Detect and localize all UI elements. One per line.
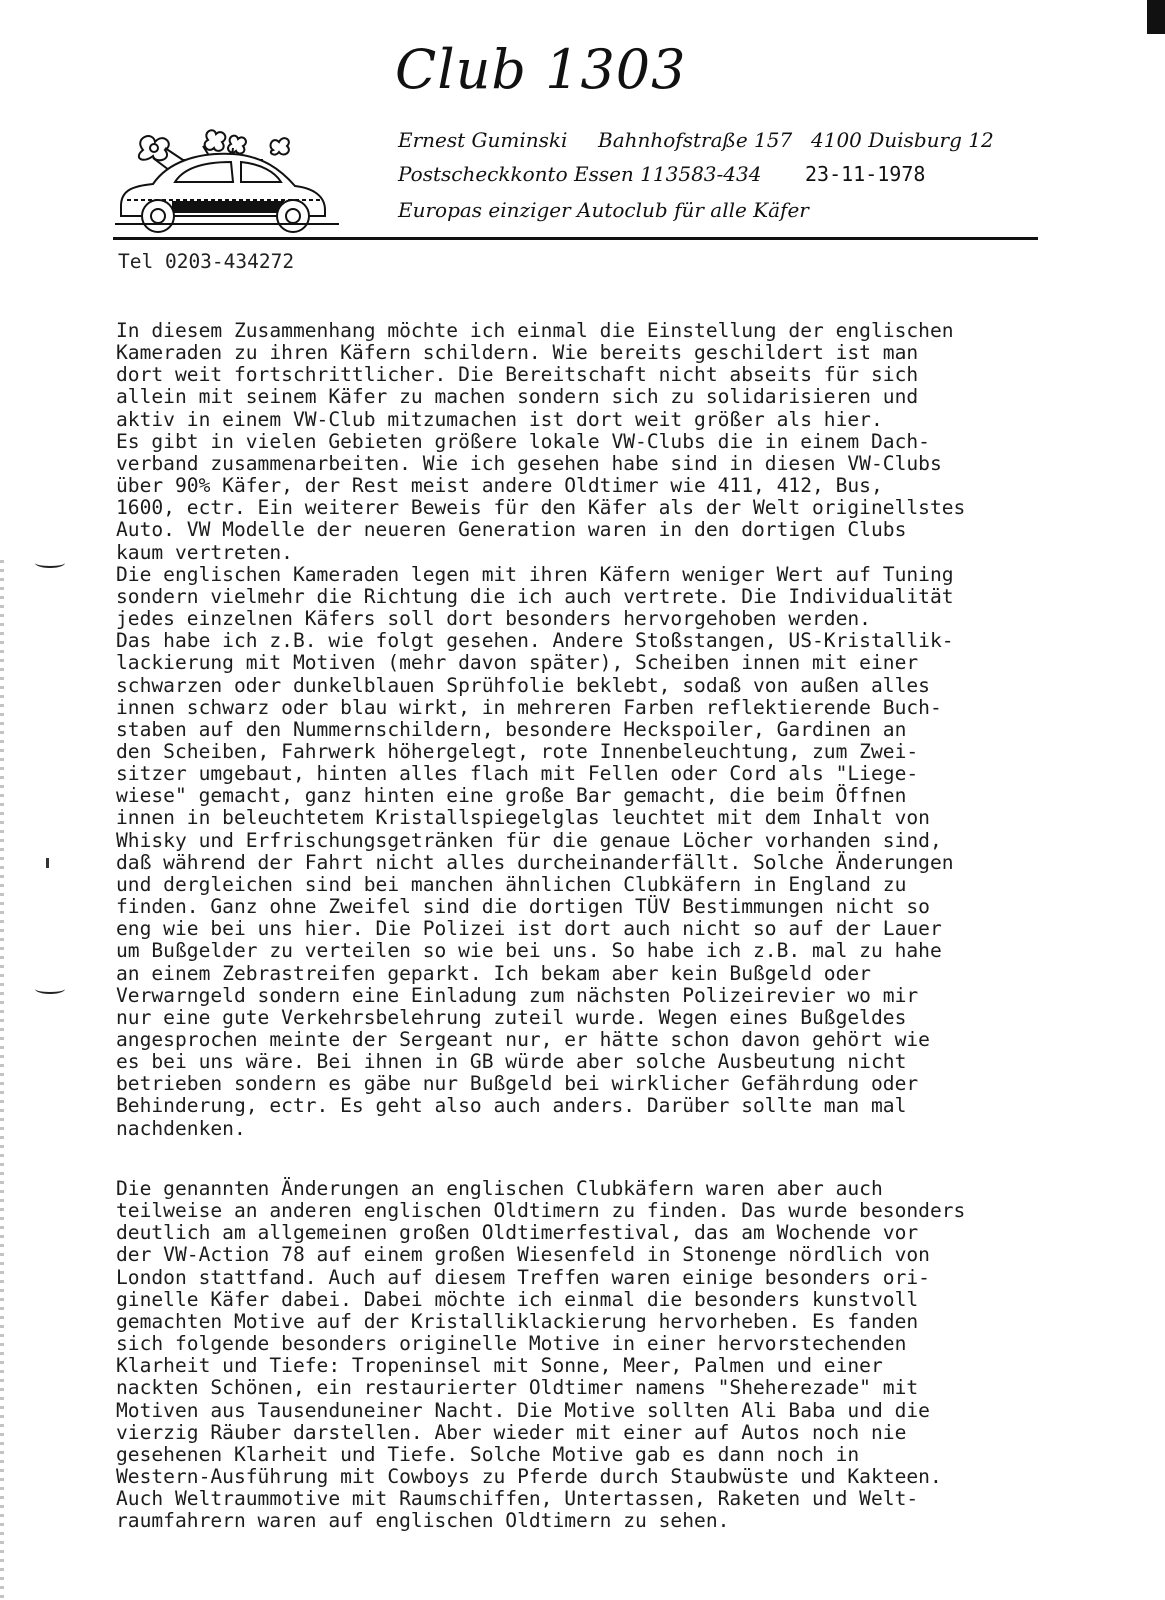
body-paragraph-2	[116, 1178, 965, 1533]
club-name-logo: Club 1303	[395, 38, 687, 101]
text-line: In diesem Zusammenhang möchte ich einmal die Einstellung der englischen	[116, 319, 954, 342]
text-line: um Bußgelder zu verteilen so wie bei uns. So habe ich z.B. mal zu hahe	[116, 939, 942, 963]
text-line: teilweise an anderen englischen Oldtimern zu finden. Das wurde besonders	[116, 1199, 966, 1223]
city-address: 4100 Duisburg 12	[811, 128, 994, 152]
text-line: jedes einzelnen Käfers soll dort besonders hervorgehoben werden.	[116, 607, 871, 631]
text-line: Motiven aus Tausenduneiner Nacht. Die Motive sollten Ali Baba und die	[116, 1398, 930, 1422]
street-address: Bahnhofstraße 157	[598, 128, 793, 152]
text-line: sitzer umgebaut, hinten alles flach mit Fellen oder Cord als "Liege-	[116, 762, 919, 786]
text-line: wiese" gemacht, ganz hinten eine große Bar gemacht, die beim Öffnen	[116, 784, 907, 808]
text-line: allein mit seinem Käfer zu machen sondern sich zu solidarisieren und	[116, 385, 919, 409]
text-line: gesehenen Klarheit und Tiefe. Solche Motive gab es dann noch in	[116, 1442, 860, 1466]
text-line: dort weit fortschrittlicher. Die Bereitschaft nicht abseits für sich	[116, 363, 919, 387]
club-slogan: Europas einziger Autoclub für alle Käfer	[398, 198, 809, 222]
text-line: verband zusammenarbeiten. Wie ich gesehen habe sind in diesen VW-Clubs	[116, 451, 942, 475]
text-line: angesprochen meinte der Sergeant nur, er hätte schon davon gehört wie	[116, 1028, 930, 1051]
letter-date: 23-11-1978	[805, 162, 926, 186]
text-line: Western-Ausführung mit Cowboys zu Pferde durch Staubwüste und Kakteen.	[116, 1465, 942, 1489]
text-line: innen schwarz oder blau wirkt, in mehreren Farben reflektierende Buch-	[116, 695, 942, 719]
text-line: raumfahrern waren auf englischen Oldtimern zu sehen.	[116, 1509, 730, 1533]
body-paragraph-1	[116, 320, 965, 1140]
text-line: vierzig Räuber darstellen. Aber wieder mit einer auf Autos noch nie	[116, 1420, 907, 1444]
scan-margin-mark	[35, 558, 65, 568]
scan-margin-mark	[35, 984, 65, 994]
scan-left-edge	[0, 560, 4, 1600]
text-line: 1600, ectr. Ein weiterer Beweis für den Käfer als der Welt originellstes	[116, 496, 966, 520]
text-line: Whisky und Erfrischungsgetränken für die genaue Löcher vorhanden sind,	[116, 828, 942, 852]
text-line: und dergleichen sind bei manchen ähnlichen Clubkäfern in England zu	[116, 872, 907, 896]
text-line: London stattfand. Auch auf diesem Treffen waren einige besonders ori-	[116, 1265, 930, 1289]
scan-margin-mark	[46, 858, 49, 868]
text-line: Die englischen Kameraden legen mit ihren Käfern weniger Wert auf Tuning	[116, 562, 954, 586]
text-line: finden. Ganz ohne Zweifel sind die dortigen TÜV Bestimmungen nicht so	[116, 895, 930, 919]
telephone-number: Tel 0203-434272	[118, 250, 295, 273]
text-line: es bei uns wäre. Bei ihnen in GB würde aber solche Ausbeutung nicht	[116, 1050, 907, 1074]
text-line: ginelle Käfer dabei. Dabei möchte ich einmal die besonders kunstvoll	[116, 1287, 919, 1311]
text-line: daß während der Fahrt nicht alles durcheinanderfällt. Solche Änderungen	[116, 850, 954, 874]
text-line: Kameraden zu ihren Käfern schildern. Wie bereits geschildert ist man	[116, 341, 919, 365]
address-line	[398, 128, 994, 152]
text-line: Die genannten Änderungen an englischen Clubkäfern waren aber auch	[116, 1177, 883, 1200]
text-line: aktiv in einem VW-Club mitzumachen ist dort weit größer als hier.	[116, 407, 883, 431]
postscheck-account: Postscheckkonto Essen 113583-434	[398, 162, 762, 186]
text-line: den Scheiben, Fahrwerk höhergelegt, rote Innenbeleuchtung, zum Zwei-	[116, 739, 919, 763]
text-line: schwarzen oder dunkelblauen Sprühfolie beklebt, sodaß von außen alles	[116, 673, 930, 697]
text-line: über 90% Käfer, der Rest meist andere Oldtimer wie 411, 412, Bus,	[116, 474, 883, 498]
text-line: an einem Zebrastreifen geparkt. Ich bekam aber kein Bußgeld oder	[116, 961, 871, 985]
text-line: Es gibt in vielen Gebieten größere lokale VW-Clubs die in einem Dach-	[116, 429, 930, 453]
text-line: innen in beleuchtetem Kristallspiegelglas leuchtet mit dem Inhalt von	[116, 806, 930, 830]
text-line: eng wie bei uns hier. Die Polizei ist dort auch nicht so auf der Lauer	[116, 917, 942, 941]
text-line: Behinderung, ectr. Es geht also auch anders. Darüber sollte man mal	[116, 1094, 907, 1118]
text-line: nachdenken.	[116, 1116, 246, 1140]
text-line: betrieben sondern es gäbe nur Bußgeld bei wirklicher Gefährdung oder	[116, 1072, 919, 1096]
vw-beetle-car-icon	[113, 120, 343, 235]
text-line: deutlich am allgemeinen großen Oldtimerfestival, das am Wochende vor	[116, 1221, 919, 1245]
text-line: sich folgende besonders originelle Motive in einer hervorstechenden	[116, 1332, 907, 1356]
text-line: Verwarngeld sondern eine Einladung zum nächsten Polizeirevier wo mir	[116, 983, 919, 1007]
text-line: kaum vertreten.	[116, 540, 293, 564]
text-line: staben auf den Nummernschildern, besondere Heckspoiler, Gardinen an	[116, 717, 907, 741]
text-line: Das habe ich z.B. wie folgt gesehen. Andere Stoßstangen, US-Kristallik-	[116, 629, 954, 653]
text-line: Auto. VW Modelle der neueren Generation waren in den dortigen Clubs	[116, 518, 907, 542]
text-line: der VW-Action 78 auf einem großen Wiesenfeld in Stonenge nördlich von	[116, 1243, 930, 1267]
scan-edge-mark	[1147, 0, 1165, 34]
text-line: Klarheit und Tiefe: Tropeninsel mit Sonne, Meer, Palmen und einer	[116, 1354, 883, 1378]
text-line: gemachten Motive auf der Kristalliklackierung hervorheben. Es fanden	[116, 1309, 919, 1333]
text-line: sondern vielmehr die Richtung die ich auch vertrete. Die Individualität	[116, 584, 954, 608]
text-line: nackten Schönen, ein restaurierter Oldtimer namens "Sheherezade" mit	[116, 1376, 919, 1400]
letterhead-divider	[113, 237, 1038, 240]
text-line: lackierung mit Motiven (mehr davon später), Scheiben innen mit einer	[116, 651, 919, 675]
sender-name: Ernest Guminski	[398, 128, 568, 152]
text-line: nur eine gute Verkehrsbelehrung zuteil wurde. Wegen eines Bußgeldes	[116, 1005, 907, 1029]
text-line: Auch Weltraummotive mit Raumschiffen, Untertassen, Raketen und Welt-	[116, 1487, 919, 1511]
account-line	[398, 162, 925, 186]
